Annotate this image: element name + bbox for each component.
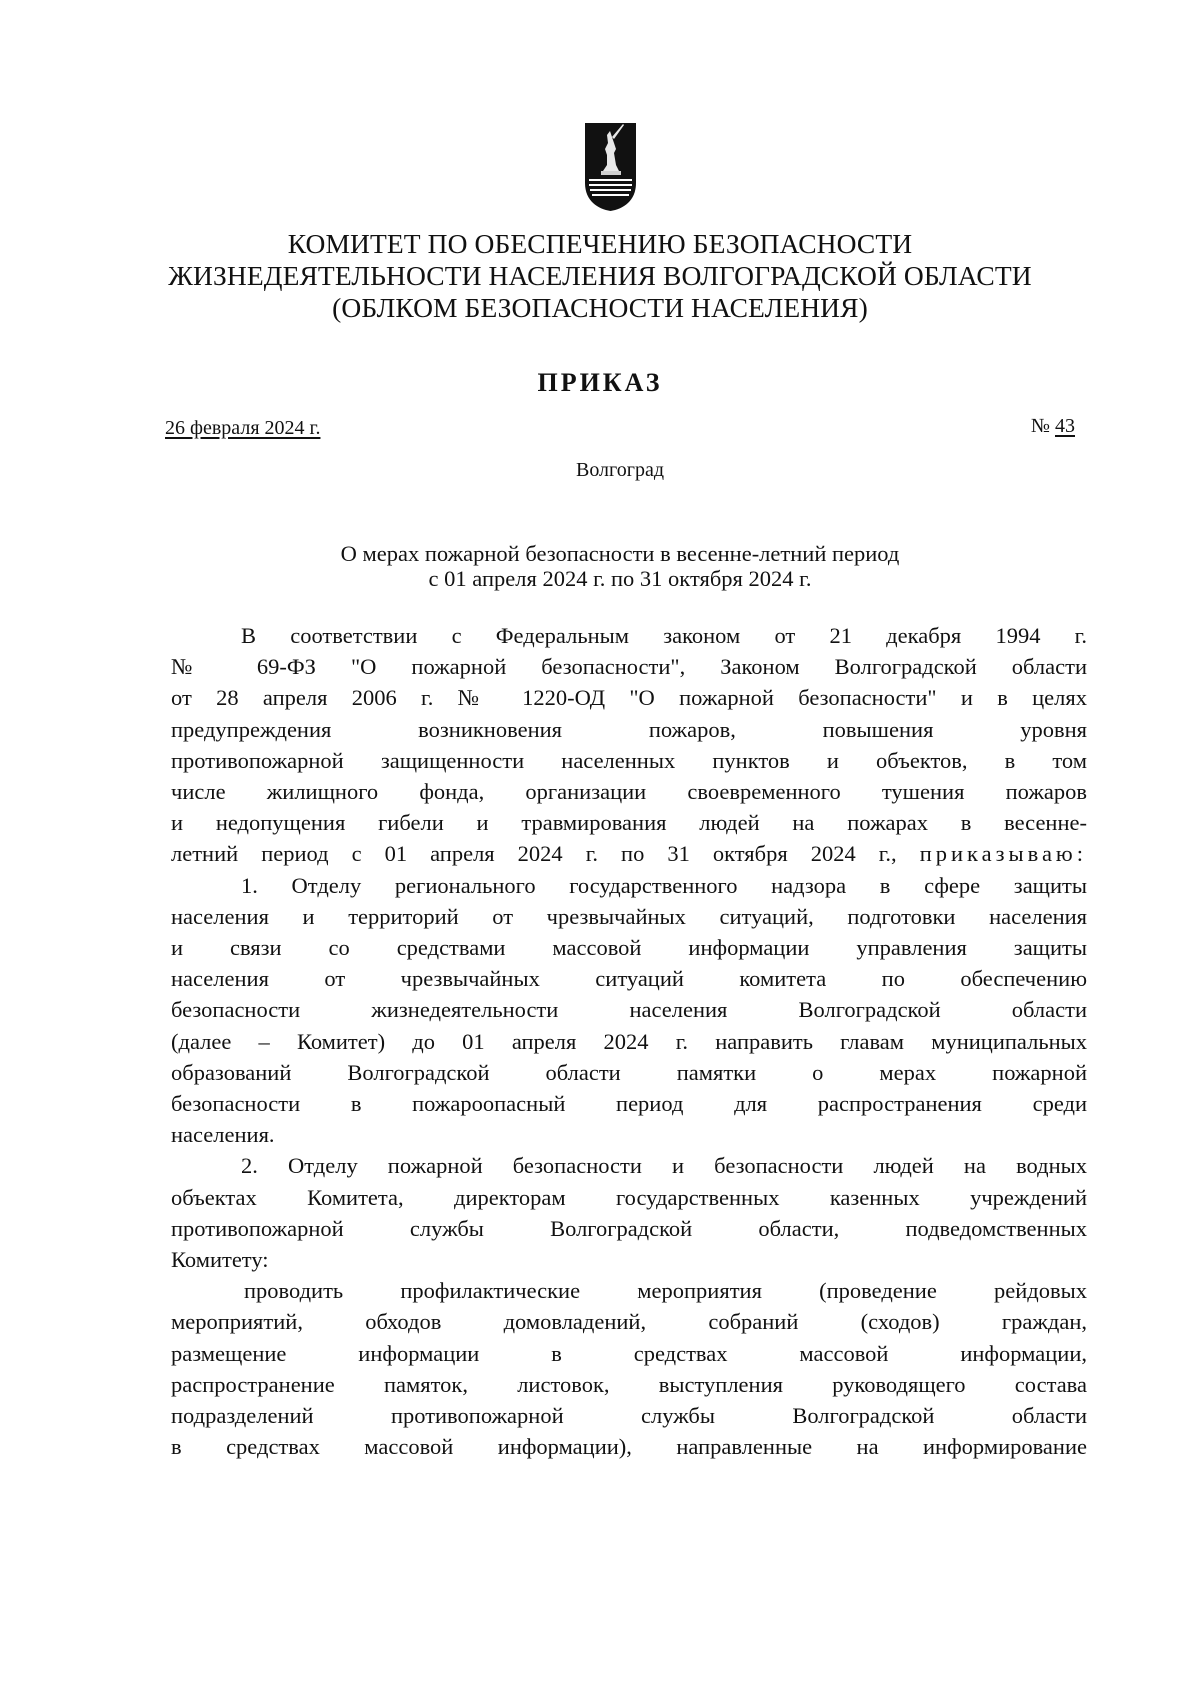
body-line: и связи со средствами массовой информации управления защиты: [171, 935, 1087, 961]
order-number-value: 43: [1055, 415, 1075, 437]
body-line: противопожарной службы Волгоградской области, подведомственных: [171, 1215, 1087, 1241]
body-line: противопожарной защищенности населенных пунктов и объектов, в том: [171, 747, 1087, 773]
coat-of-arms-emblem: [583, 121, 638, 213]
body-line: населения от чрезвычайных ситуаций комитета по обеспечению: [171, 966, 1087, 992]
order-number-prefix: №: [1030, 415, 1055, 437]
body-line: населения.: [171, 1122, 275, 1148]
body-line: [171, 838, 1087, 869]
org-line: ЖИЗНЕДЕЯТЕЛЬНОСТИ НАСЕЛЕНИЯ ВОЛГОГРАДСКОЙ ОБЛАСТИ: [168, 260, 1032, 291]
order-city: Волгоград: [575, 459, 665, 481]
body-line: объектах Комитета, директорам государственных казенных учреждений: [171, 1184, 1087, 1210]
body-line: и недопущения гибели и травмирования людей на пожарах в весенне-: [171, 810, 1087, 836]
body-line: безопасности жизнедеятельности населения Волгоградской области: [171, 997, 1087, 1023]
body-line: числе жилищного фонда, организации своевременного тушения пожаров: [171, 779, 1087, 805]
body-line: населения и территорий от чрезвычайных ситуаций, подготовки населения: [171, 903, 1087, 929]
subject-line: с 01 апреля 2024 г. по 31 октября 2024 г.: [428, 566, 812, 591]
org-line: (ОБЛКОМ БЕЗОПАСНОСТИ НАСЕЛЕНИЯ): [332, 292, 868, 323]
org-line: КОМИТЕТ ПО ОБЕСПЕЧЕНИЮ БЕЗОПАСНОСТИ: [287, 228, 913, 259]
body-line: предупреждения возникновения пожаров, повышения уровня: [171, 716, 1087, 742]
body-line: № 69-ФЗ "О пожарной безопасности", Законом Волгоградской области: [171, 654, 1087, 680]
body-line: мероприятий, обходов домовладений, собраний (сходов) граждан,: [171, 1309, 1087, 1335]
body-line: безопасности в пожароопасный период для распространения среди: [171, 1091, 1087, 1117]
body-line: (далее – Комитет) до 01 апреля 2024 г. направить главам муниципальных: [171, 1028, 1087, 1054]
body-line: подразделений противопожарной службы Волгоградской области: [171, 1403, 1087, 1429]
body-line: образований Волгоградской области памятки о мерах пожарной: [171, 1059, 1087, 1085]
body-line: проводить профилактические мероприятия (проведение рейдовых: [244, 1278, 1087, 1304]
body-line: Комитету:: [171, 1247, 269, 1273]
body-line: от 28 апреля 2006 г. № 1220-ОД "О пожарной безопасности" и в целях: [171, 685, 1087, 711]
document-type-title: ПРИКАЗ: [537, 368, 663, 397]
body-line: распространение памяток, листовок, выступления руководящего состава: [171, 1371, 1087, 1397]
body-line: 1. Отделу регионального государственного надзора в сфере защиты: [241, 872, 1087, 898]
body-line: в средствах массовой информации), направленные на информирование: [171, 1434, 1087, 1460]
preamble-last-text: летний период с 01 апреля 2024 г. по 31 октября 2024 г.,: [171, 841, 920, 867]
body-line: В соответствии с Федеральным законом от 21 декабря 1994 г.: [241, 623, 1087, 648]
document-body: [171, 620, 1087, 1462]
order-date: 26 февраля 2024 г.: [165, 417, 321, 439]
subject-line: О мерах пожарной безопасности в весенне-летний период: [340, 541, 900, 566]
organization-header: [100, 228, 1100, 324]
body-line: 2. Отделу пожарной безопасности и безопасности людей на водных: [241, 1153, 1087, 1179]
order-subject: [120, 541, 1120, 591]
body-line: размещение информации в средствах массовой информации,: [171, 1340, 1087, 1366]
order-number: [1031, 414, 1075, 438]
order-word: приказываю:: [919, 841, 1087, 867]
